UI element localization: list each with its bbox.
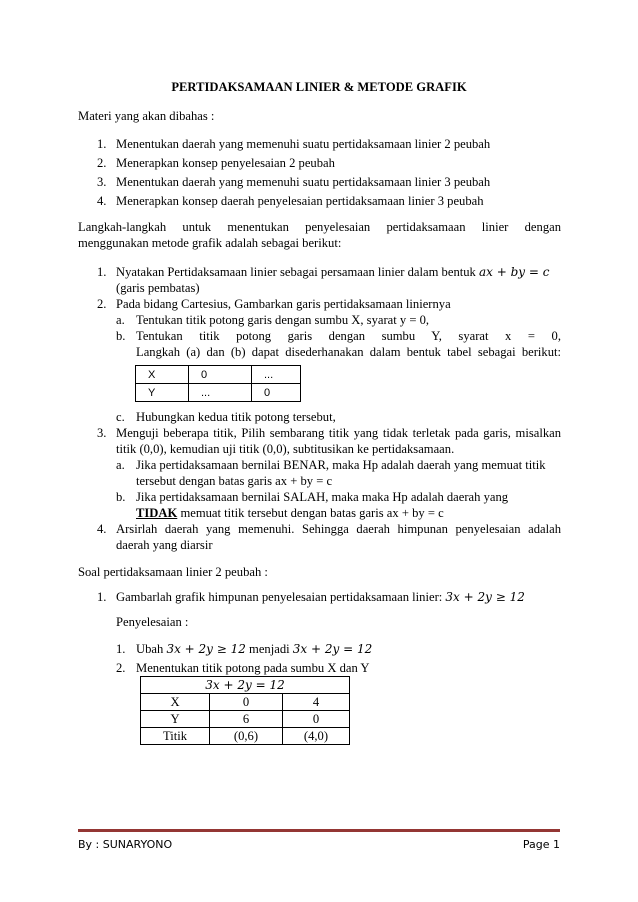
table-row — [136, 366, 301, 384]
table-cell: (0,6) — [210, 728, 283, 745]
step-2-text: Pada bidang Cartesius, Gambarkan garis pertidaksamaan liniernya — [116, 297, 451, 311]
step-3b-line2 — [136, 506, 444, 521]
footer-divider — [78, 829, 560, 832]
step-num: 3. — [97, 426, 107, 440]
step-2a-text: Tentukan titik potong garis dengan sumbu X, syarat y = 0, — [136, 313, 430, 327]
solution-step-1-mid: menjadi — [249, 642, 290, 656]
question-num: 1. — [97, 590, 107, 604]
step-3b-line1: Jika pertidaksamaan bernilai SALAH, maka maka Hp adalah daerah yang — [136, 490, 509, 504]
footer-author: By : SUNARYONO — [78, 838, 173, 851]
table-cell: X — [136, 366, 189, 384]
topic-num: 1. — [97, 137, 107, 151]
solution-step-num: 2. — [116, 661, 126, 675]
solution-inequality: 3x + 2y ≥ 12 — [166, 642, 246, 656]
step-1-line2: (garis pembatas) — [116, 281, 200, 295]
table-cell: Y — [136, 384, 189, 402]
table-header-row — [141, 677, 350, 694]
table-cell: 0 — [189, 366, 252, 384]
step-num: 1. — [97, 265, 107, 279]
soal-heading: Soal pertidaksamaan linier 2 peubah : — [78, 565, 268, 579]
step-3b-rest: memuat titik tersebut dengan batas garis ax + by = c — [177, 506, 444, 520]
table-row — [141, 694, 350, 711]
intercept-result-table — [140, 676, 350, 745]
step-1-body: Nyatakan Pertidaksamaan linier sebagai persamaan linier dalam bentuk — [116, 265, 476, 279]
topic-num: 2. — [97, 156, 107, 170]
table-cell: 0 — [283, 711, 350, 728]
table-row — [141, 728, 350, 745]
step-2b-line2: Langkah (a) dan (b) dapat disederhanakan dalam bentuk tabel sebagai berikut: — [136, 345, 561, 359]
page-title: PERTIDAKSAMAAN LINIER & METODE GRAFIK — [171, 80, 467, 94]
step-num: 4. — [97, 522, 107, 536]
table-header-equation: 3x + 2y = 12 — [141, 677, 350, 694]
step-4-line1: Arsirlah daerah yang memenuhi. Sehingga daerah himpunan penyelesaian adalah — [116, 522, 561, 536]
table-cell: (4,0) — [283, 728, 350, 745]
step-3a-line2: tersebut dengan batas garis ax + by = c — [136, 474, 333, 488]
table-cell: Titik — [141, 728, 210, 745]
substep-label: a. — [116, 313, 125, 327]
topic-item: Menerapkan konsep daerah penyelesaian pertidaksamaan linier 3 peubah — [116, 194, 484, 208]
table-cell: 4 — [283, 694, 350, 711]
substep-label: a. — [116, 458, 125, 472]
step-1-equation: ax + by = c — [479, 265, 550, 279]
table-cell: ... — [252, 366, 301, 384]
intro-text: Materi yang akan dibahas : — [78, 109, 215, 123]
penyelesaian-label: Penyelesaian : — [116, 615, 189, 629]
step-2b-line1: Tentukan titik potong garis dengan sumbu Y, syarat x = 0, — [136, 329, 561, 343]
footer-page-number: Page 1 — [522, 838, 560, 851]
step-2c-text: Hubungkan kedua titik potong tersebut, — [136, 410, 336, 424]
step-4-line2: daerah yang diarsir — [116, 538, 213, 552]
substep-label: b. — [116, 329, 126, 343]
topic-item: Menentukan daerah yang memenuhi suatu pertidaksamaan linier 3 peubah — [116, 175, 491, 189]
tidak-emphasis: TIDAK — [136, 506, 178, 520]
step-3-line2: titik (0,0), kemudian uji titik (0,0), subtitusikan ke pertidaksamaan. — [116, 442, 455, 456]
solution-step-num: 1. — [116, 642, 126, 656]
substep-label: c. — [116, 410, 125, 424]
step-3a-line1: Jika pertidaksamaan bernilai BENAR, maka Hp adalah daerah yang memuat titik — [136, 458, 546, 472]
question-1-inequality: 3x + 2y ≥ 12 — [445, 590, 525, 604]
intercept-template-table — [135, 365, 301, 402]
solution-equation: 3x + 2y = 12 — [292, 642, 373, 656]
topic-item: Menerapkan konsep penyelesaian 2 peubah — [116, 156, 335, 170]
table-cell: 6 — [210, 711, 283, 728]
solution-step-1 — [136, 642, 372, 657]
topic-num: 4. — [97, 194, 107, 208]
topic-num: 3. — [97, 175, 107, 189]
solution-step-2: Menentukan titik potong pada sumbu X dan Y — [136, 661, 370, 675]
steps-intro-line1: Langkah-langkah untuk menentukan penyelesaian pertidaksamaan linier dengan — [78, 220, 561, 234]
table-cell: 0 — [252, 384, 301, 402]
table-cell: Y — [141, 711, 210, 728]
table-cell: ... — [189, 384, 252, 402]
question-1-text: Gambarlah grafik himpunan penyelesaian pertidaksamaan linier: — [116, 590, 443, 604]
step-1-text — [116, 265, 549, 280]
substep-label: b. — [116, 490, 126, 504]
table-row — [141, 711, 350, 728]
step-num: 2. — [97, 297, 107, 311]
step-3-line1: Menguji beberapa titik, Pilih sembarang titik yang tidak terletak pada garis, misalkan — [116, 426, 561, 440]
solution-step-1-pre: Ubah — [136, 642, 164, 656]
table-cell: 0 — [210, 694, 283, 711]
question-1 — [116, 590, 525, 605]
table-row — [136, 384, 301, 402]
steps-intro-line2: menggunakan metode grafik adalah sebagai berikut: — [78, 236, 342, 250]
topic-item: Menentukan daerah yang memenuhi suatu pertidaksamaan linier 2 peubah — [116, 137, 491, 151]
table-cell: X — [141, 694, 210, 711]
